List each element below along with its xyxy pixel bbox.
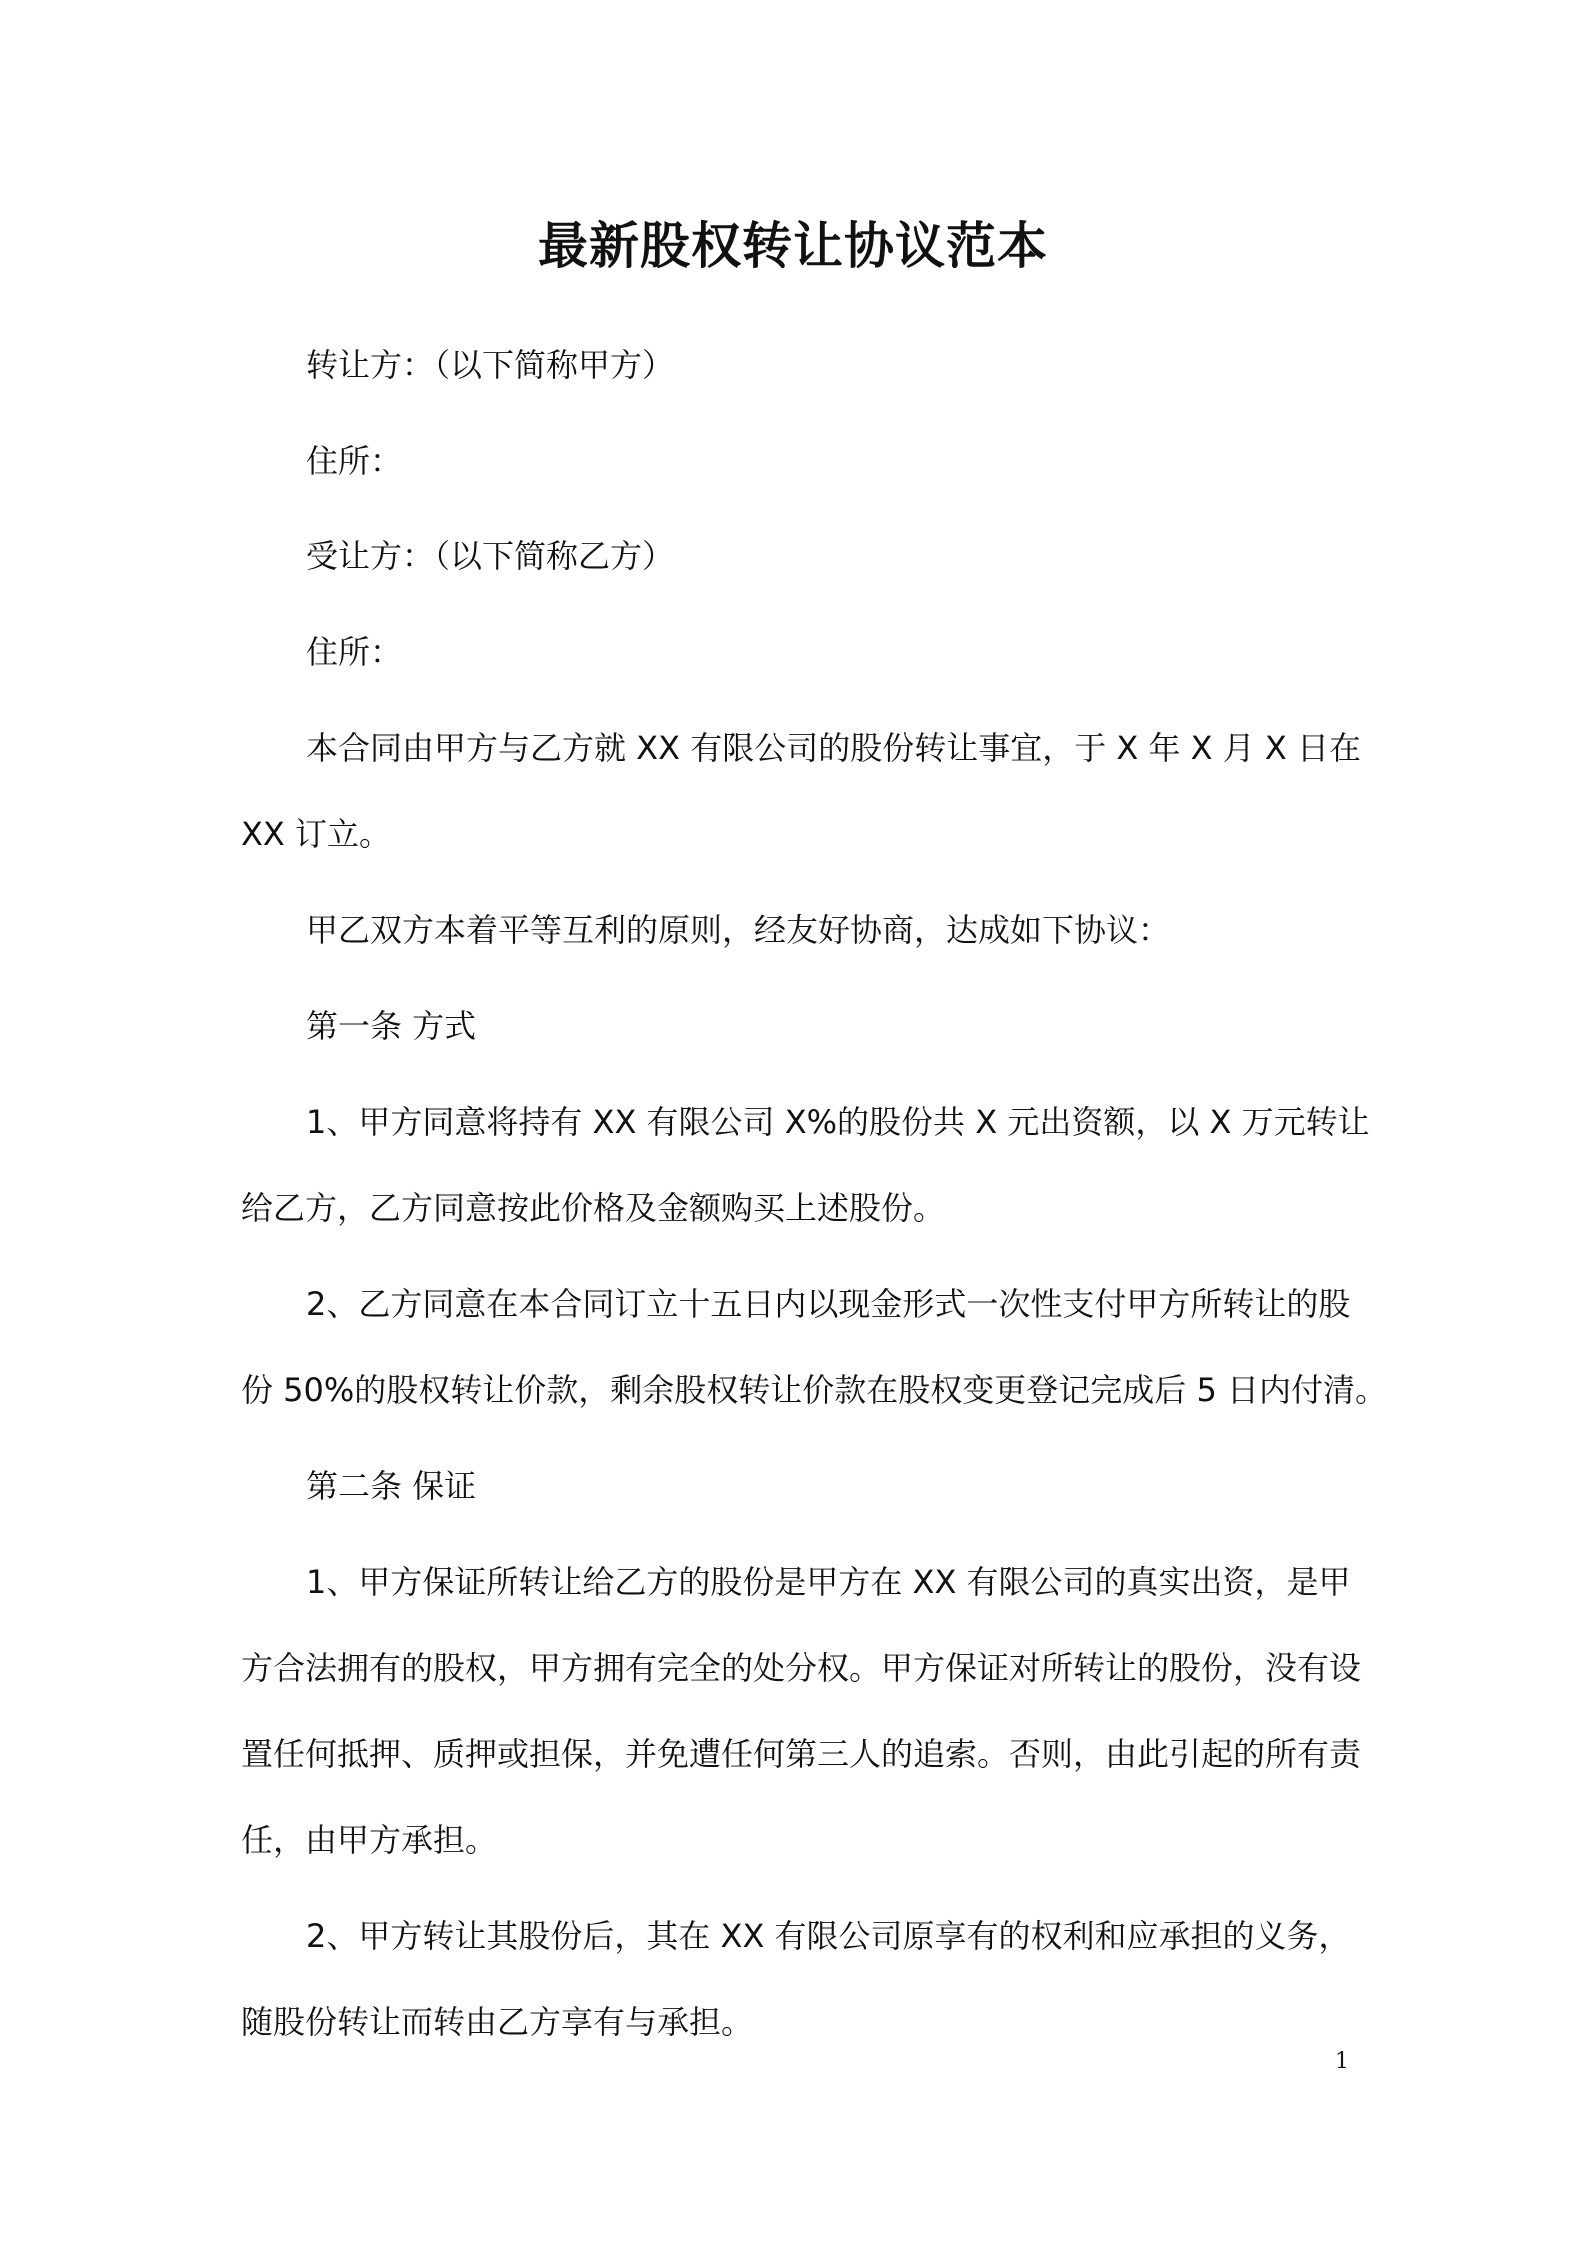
article-2-clause-1-line-2: 方合法拥有的股权，甲方拥有完全的处分权。甲方保证对所转让的股份，没有设 bbox=[241, 1649, 1362, 1687]
article-2-clause-1-line-1: 1、甲方保证所转让给乙方的股份是甲方在 XX 有限公司的真实出资，是甲 bbox=[306, 1563, 1351, 1601]
article-1-clause-1-line-1: 1、甲方同意将持有 XX 有限公司 X%的股份共 X 元出资额，以 X 万元转让 bbox=[306, 1103, 1370, 1141]
article-1-heading: 第一条 方式 bbox=[306, 1007, 477, 1045]
transferor-line: 转让方：（以下简称甲方） bbox=[306, 346, 675, 384]
article-2-clause-1-line-3: 置任何抵押、质押或担保，并免遭任何第三人的追索。否则，由此引起的所有责 bbox=[241, 1735, 1362, 1773]
document-title: 最新股权转让协议范本 bbox=[538, 217, 1048, 275]
transferee-line: 受让方：（以下简称乙方） bbox=[306, 537, 675, 575]
article-2-clause-2-line-1: 2、甲方转让其股份后，其在 XX 有限公司原享有的权利和应承担的义务， bbox=[306, 1917, 1351, 1955]
article-2-clause-1-line-4: 任，由甲方承担。 bbox=[241, 1821, 498, 1859]
article-1-clause-1-line-2: 给乙方，乙方同意按此价格及金额购买上述股份。 bbox=[241, 1189, 946, 1227]
paragraph-intro-line-2: XX 订立。 bbox=[241, 815, 392, 853]
transferor-address-line: 住所： bbox=[306, 442, 403, 480]
page-number: 1 bbox=[1335, 2049, 1349, 2074]
article-1-clause-2-line-1: 2、乙方同意在本合同订立十五日内以现金形式一次性支付甲方所转让的股 bbox=[306, 1285, 1351, 1323]
article-1-clause-2-line-2: 份 50%的股权转让价款，剩余股权转让价款在股权变更登记完成后 5 日内付清。 bbox=[241, 1371, 1388, 1409]
paragraph-intro-line-1: 本合同由甲方与乙方就 XX 有限公司的股份转让事宜，于 X 年 X 月 X 日在 bbox=[306, 729, 1361, 767]
article-2-clause-2-line-2: 随股份转让而转由乙方享有与承担。 bbox=[241, 2003, 754, 2041]
paragraph-principle: 甲乙双方本着平等互利的原则，经友好协商，达成如下协议： bbox=[306, 911, 1171, 949]
article-2-heading: 第二条 保证 bbox=[306, 1467, 477, 1505]
transferee-address-line: 住所： bbox=[306, 633, 403, 671]
